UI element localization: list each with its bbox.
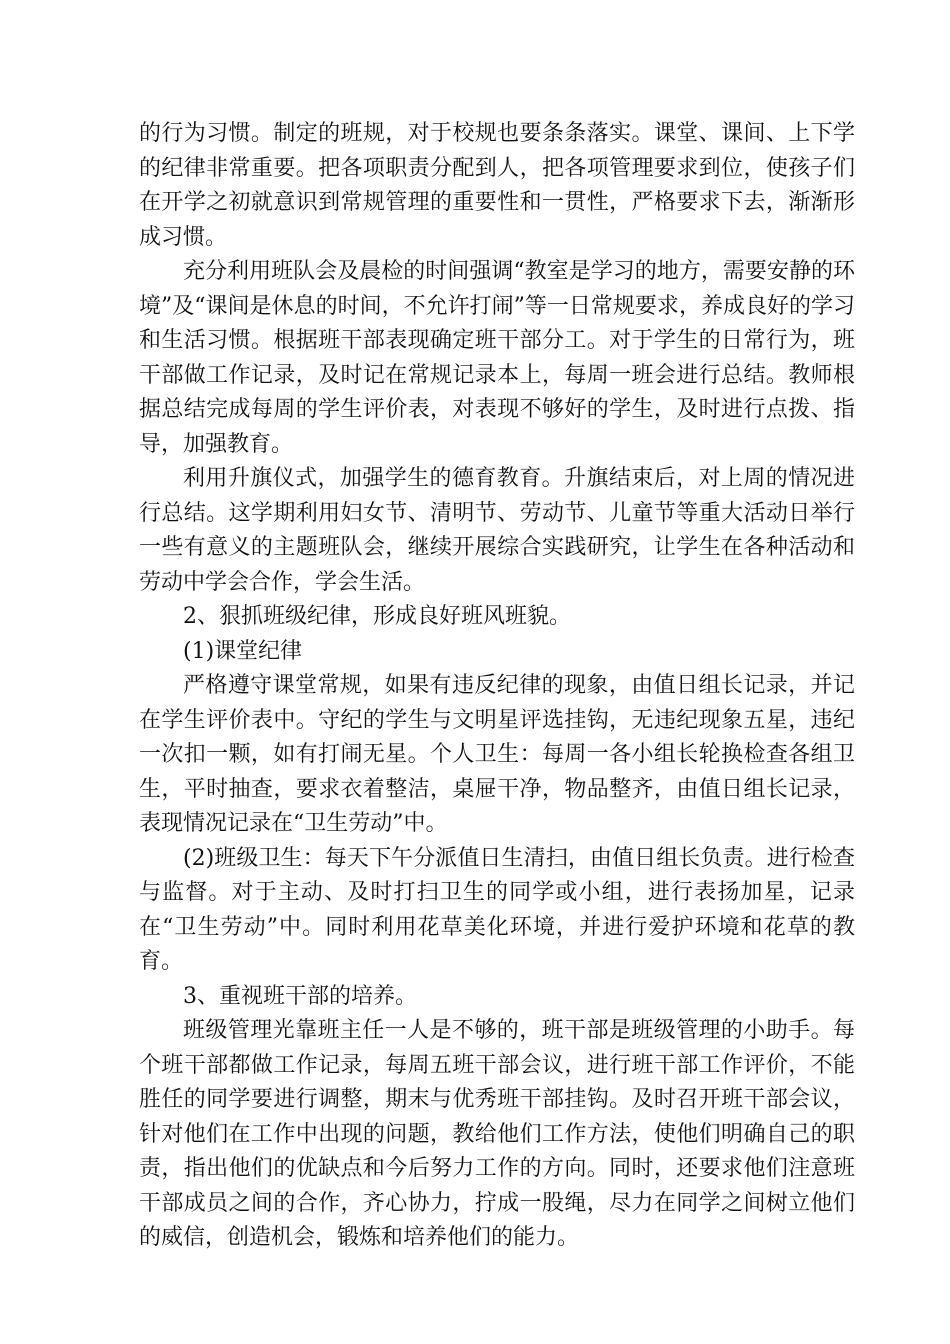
paragraph-3: 利用升旗仪式，加强学生的德育教育。升旗结束后，对上周的情况进行总结。这学期利用妇女节、清明节、劳动节、儿童节等重大活动日举行一些有意义的主题班队会，继续开展综合实践研究，让学生在各种活动和劳动中学会合作，学会生活。 [139,466,855,595]
paragraph-4: 严格遵守课堂常规，如果有违反纪律的现象，由值日组长记录，并记在学生评价表中。守纪的学生与文明星评选挂钩，无违纪现象五星，违纪一次扣一颗，如有打闹无星。个人卫生：每周一各小组长轮换检查各组卫生，平时抽查，要求衣着整洁，桌屉干净，物品整齐，由值日组长记录，表现情况记录在“卫生劳动”中。 [139,673,855,836]
paragraph-2: 充分利用班队会及晨检的时间强调“教室是学习的地方，需要安静的环境”及“课间是休息的时间，不允许打闹”等一日常规要求，养成良好的学习和生活习惯。根据班干部表现确定班干部分工。对于学生的日常行为，班干部做工作记录，及时记在常规记录本上，每周一班会进行总结。教师根据总结完成每周的学生评价表，对表现不够好的学生，及时进行点拨、指导，加强教育。 [139,259,855,457]
document-body [139,117,855,1256]
paragraph-6: 班级管理光靠班主任一人是不够的，班干部是班级管理的小助手。每个班干部都做工作记录，每周五班干部会议，进行班干部工作评价，不能胜任的同学要进行调整，期末与优秀班干部挂钩。及时召开班干部会议，针对他们在工作中出现的问题，教给他们工作方法，使他们明确自己的职责，指出他们的优缺点和今后努力工作的方向。同时，还要求他们注意班干部成员之间的合作，齐心协力，拧成一股绳，尽力在同学之间树立他们的威信，创造机会，锻炼和培养他们的能力。 [139,1018,855,1250]
section-heading-3: 3、重视班干部的培养。 [183,983,417,1009]
paragraph-5: (2)班级卫生：每天下午分派值日生清扫，由值日组长负责。进行检查与监督。对于主动、及时打扫卫生的同学或小组，进行表扬加星，记录在“卫生劳动”中。同时利用花草美化环境，并进行爱护环境和花草的教育。 [139,845,855,974]
subheading-1: (1)课堂纪律 [183,638,303,664]
paragraph-1: 的行为习惯。制定的班规，对于校规也要条条落实。课堂、课间、上下学的纪律非常重要。把各项职责分配到人，把各项管理要求到位，使孩子们在开学之初就意识到常规管理的重要性和一贯性，严格要求下去，渐渐形成习惯。 [139,121,855,250]
section-heading-2: 2、狠抓班级纪律，形成良好班风班貌。 [183,604,571,629]
